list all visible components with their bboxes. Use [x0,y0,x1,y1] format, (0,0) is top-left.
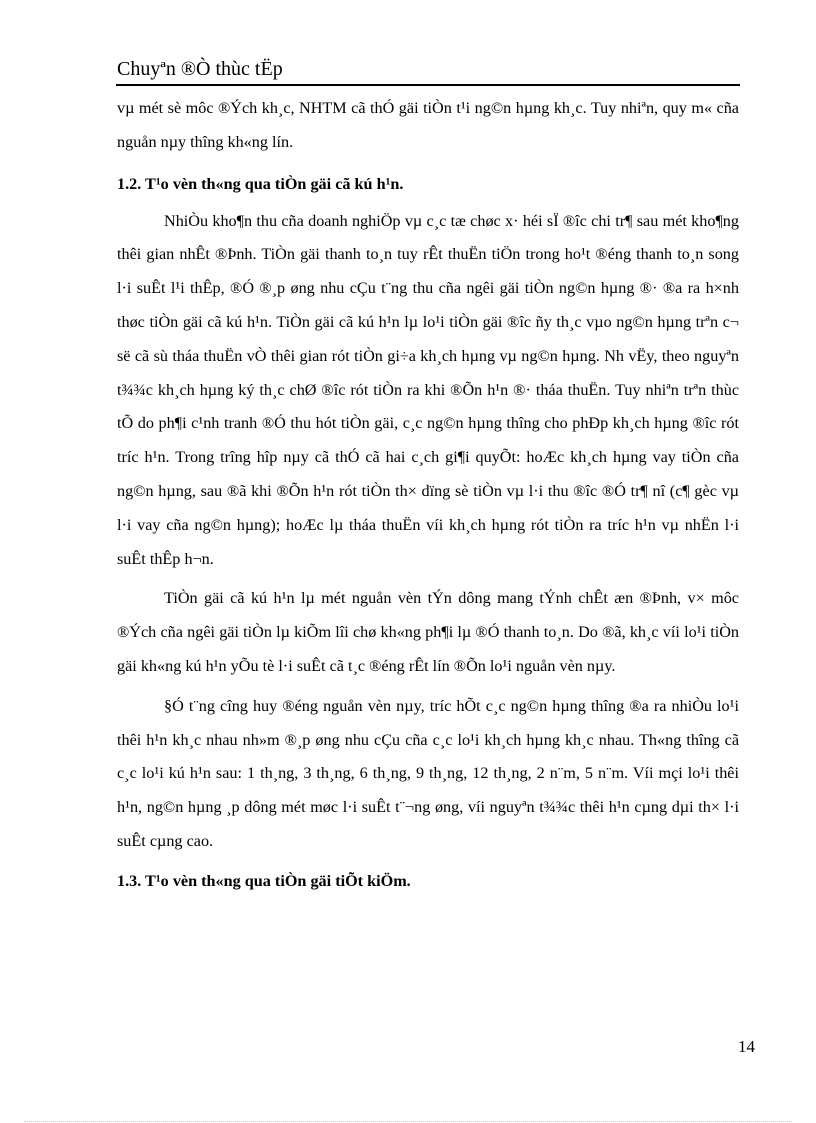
paragraph-continuation: vµ mét sè môc ®Ých kh¸c, NHTM cã thÓ gäi tiÒn t¹i ng©n hµng kh¸c. Tuy nhiªn, quy m« cña nguån nµy thîng kh«ng lín. [117,99,739,151]
page-bottom-border [24,1121,792,1122]
header-divider [116,84,740,86]
paragraph-term-deposit-stability: TiÒn gäi cã kú h¹n lµ mét nguån vèn tÝn dông mang tÝnh chÊt æn ®Þnh, v× môc ®Ých cña ngêi gäi tiÒn lµ kiÕm lîi chø kh«ng ph¶i lµ ®Ó thanh to¸n. Do ®ã, kh¸c víi lo¹i tiÒn gäi kh«ng kú h¹n yÕu tè l·i suÊt cã t¸c ®éng rÊt lín ®Õn lo¹i nguån vèn nµy. [117,589,739,675]
paragraph-term-deposit-intro: NhiÒu kho¶n thu cña doanh nghiÖp vµ c¸c tæ chøc x· héi sÏ ®îc chi tr¶ sau mét kho¶ng thêi gian nhÊt ®Þnh. TiÒn gäi thanh to¸n tuy rÊt thuËn tiÖn trong ho¹t ®éng thanh to¸n song l·i suÊt l¹i thÊp, ®Ó ®¸p øng nhu cÇu t¨ng thu cña ngêi gäi tiÒn ng©n hµng ®· ®a ra h×nh thøc tiÒn gäi cã kú h¹n. TiÒn gäi cã kú h¹n lµ lo¹i tiÒn gäi ®îc ñy th¸c vµo ng©n hµng trªn c¬ së cã sù tháa thuËn vÒ thêi gian rót tiÒn gi÷a kh¸ch hµng vµ ng©n hµng. Nh vËy, theo nguyªn t¾¾c kh¸ch hµng ký th¸c chØ ®îc rót tiÒn ra khi ®Õn h¹n ®· tháa thuËn. Tuy nhiªn trªn thùc tÕ do ph¶i c¹nh tranh ®Ó thu hót tiÒn gäi, c¸c ng©n hµng thîng cho phÐp kh¸ch hµng ®îc rót tríc h¹n. Trong trîng hîp nµy cã thÓ cã hai c¸ch gi¶i quyÕt: hoÆc kh¸ch hµng vay tiÒn cña ng©n hµng, sau ®ã khi ®Õn h¹n rót tiÒn th× dïng sè tiÒn vµ l·i thu ®îc ®Ó tr¶ nî (c¶ gèc vµ l·i vay cña ng©n hµng); hoÆc lµ tháa thuËn víi kh¸ch hµng rót tiÒn ra tríc h¹n vµ nhËn l·i suÊt thÊp h¬n. [117,211,739,568]
page-number: 14 [738,1037,755,1056]
running-header-title: Chuyªn ®Ò thùc tËp [117,58,283,80]
document-body [117,92,739,898]
paragraph-term-deposit-maturities: §Ó t¨ng cîng huy ®éng nguån vèn nµy, tríc hÕt c¸c ng©n hµng thîng ®a ra nhiÒu lo¹i thêi h¹n kh¸c nhau nh»m ®¸p øng nhu cÇu cña c¸c lo¹i kh¸ch hµng kh¸c nhau. Th«ng thîng cã c¸c lo¹i kú h¹n sau: 1 th¸ng, 3 th¸ng, 6 th¸ng, 9 th¸ng, 12 th¸ng, 2 n¨m, 5 n¨m. Víi mçi lo¹i thêi h¹n, ng©n hµng ¸p dông mét møc l·i suÊt t¨¬ng øng, víi nguyªn t¾¾c thêi h¹n cµng dµi th× l·i suÊt cµng cao. [117,696,739,850]
section-heading-1-2: 1.2. T¹o vèn th«ng qua tiÒn gäi cã kú h¹n. [117,174,404,193]
section-heading-1-3: 1.3. T¹o vèn th«ng qua tiÒn gäi tiÕt kiÖm. [117,871,411,890]
